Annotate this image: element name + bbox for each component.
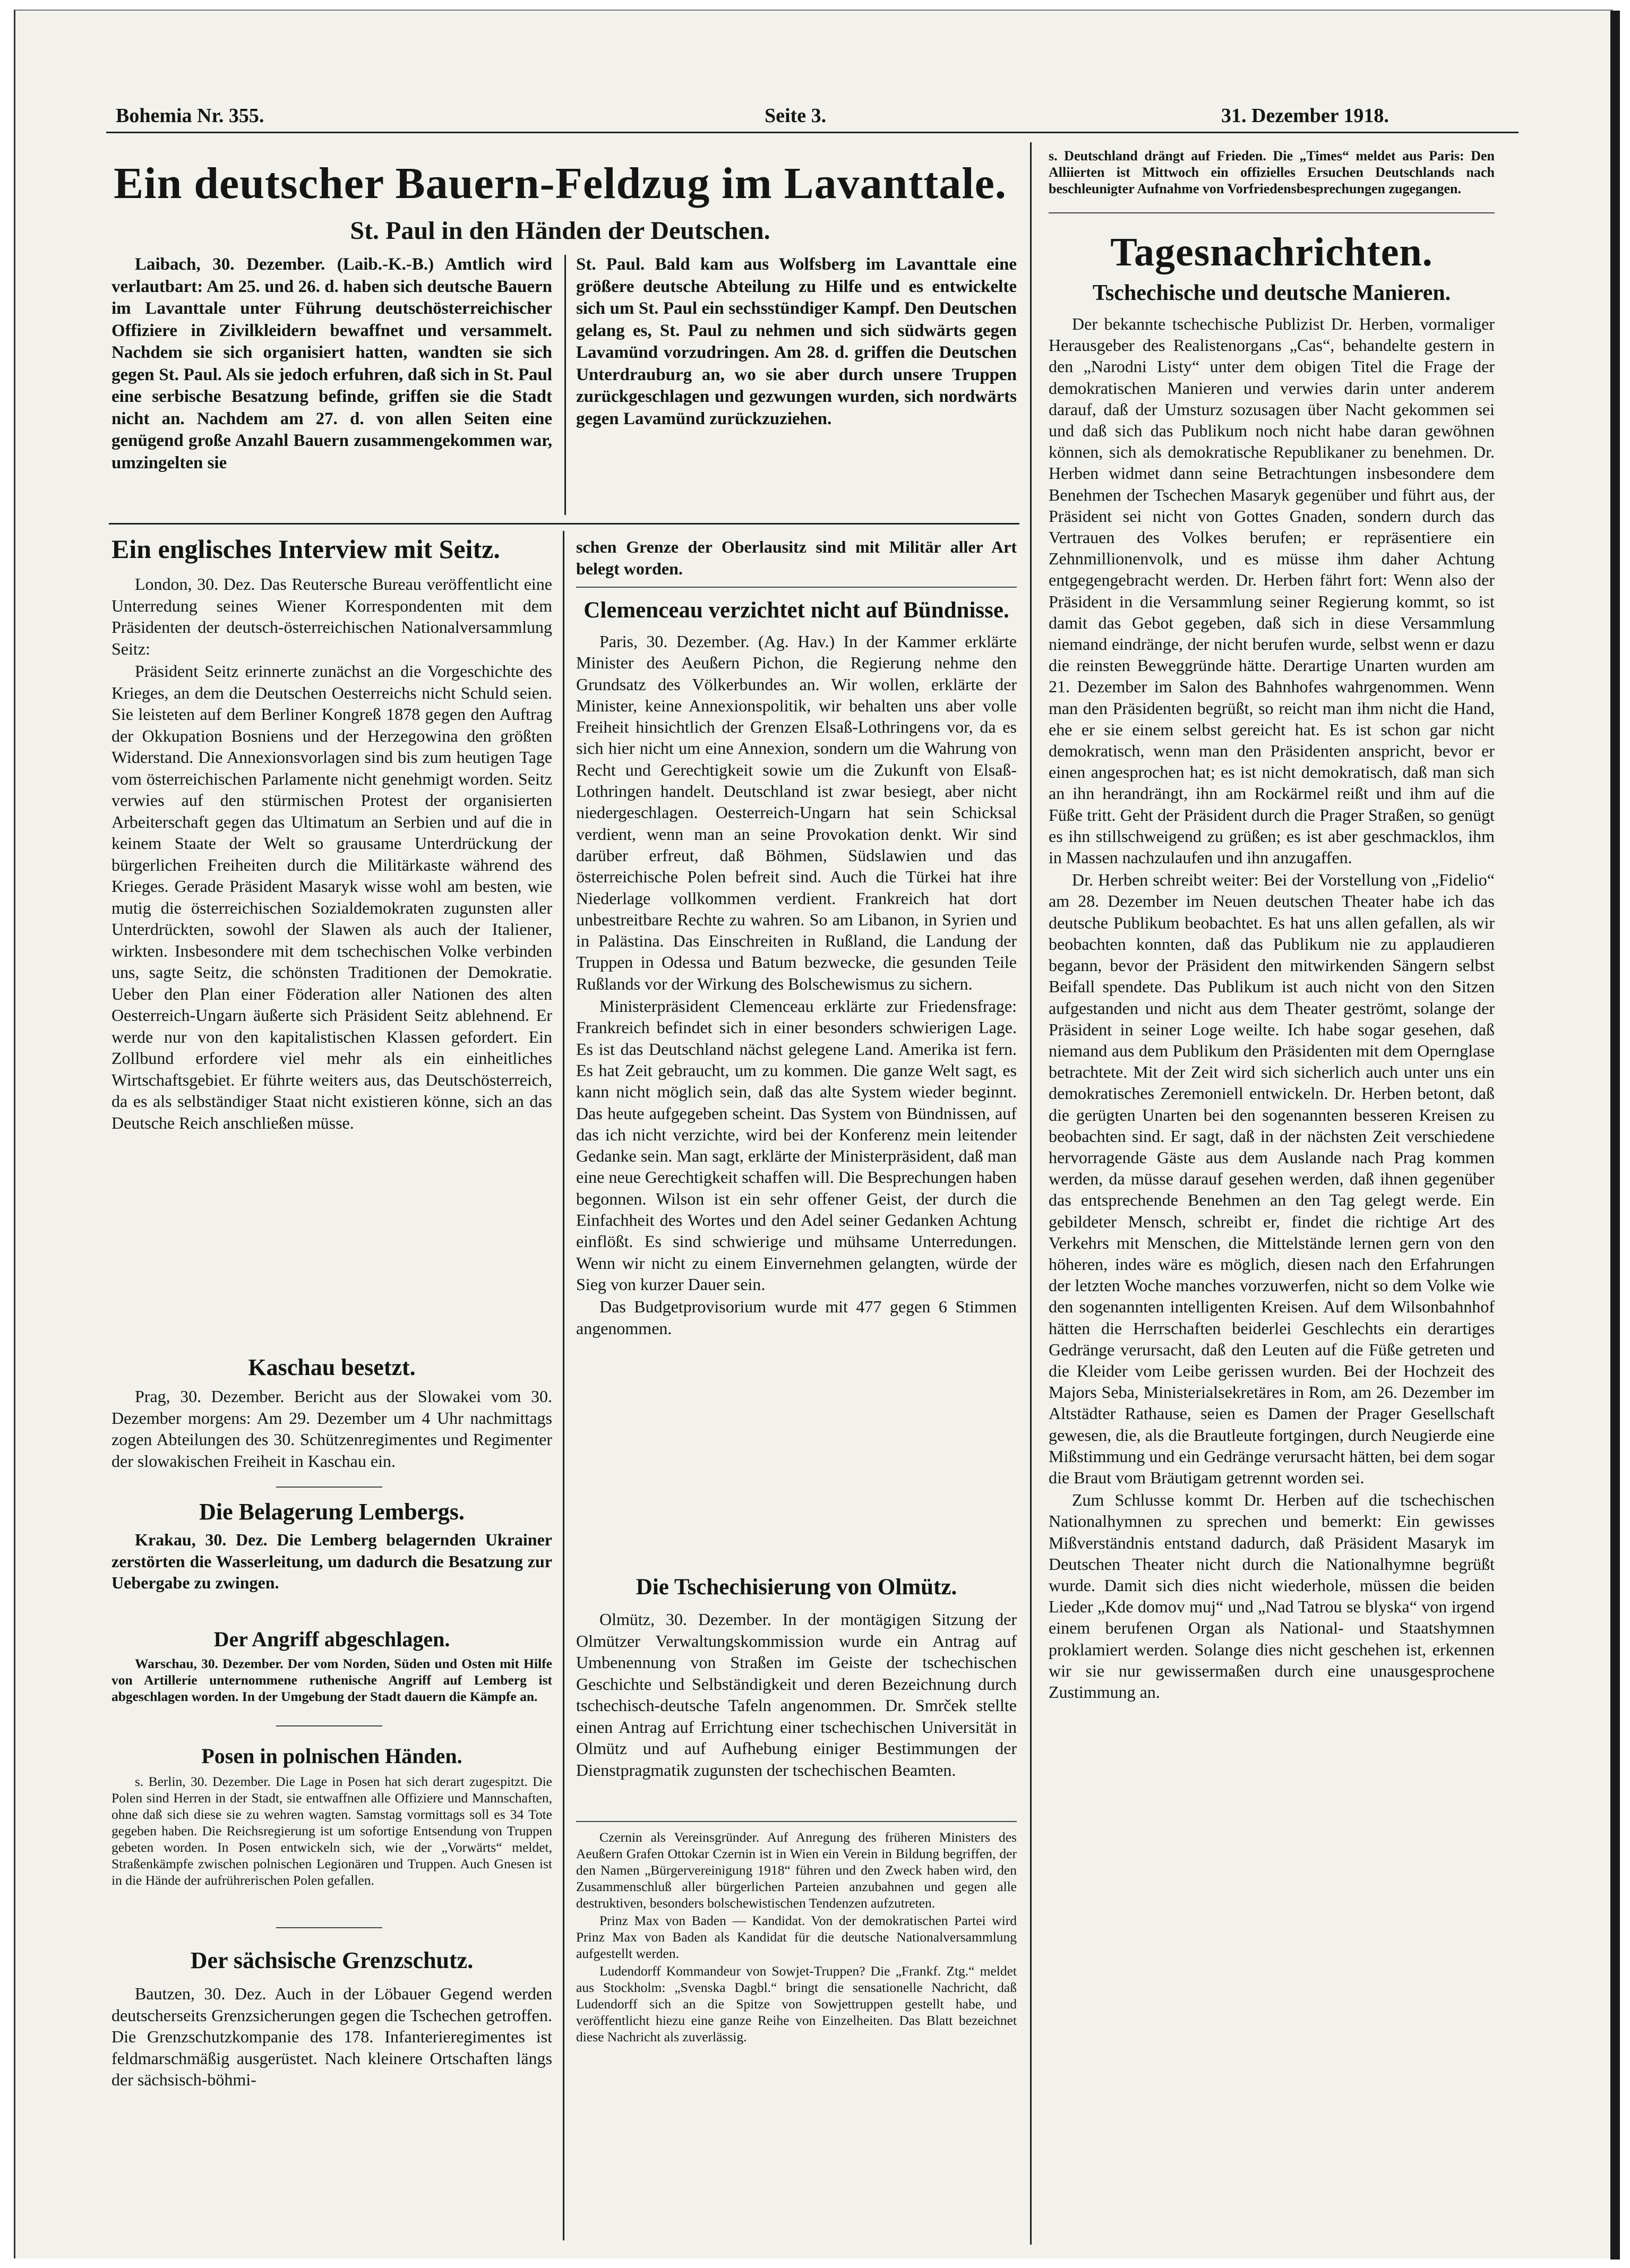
top-story-column-2 [576, 254, 1017, 430]
divider [276, 1927, 382, 1928]
kaschau-title: Kaschau besetzt. [248, 1354, 416, 1380]
article-paragraph: s. Berlin, 30. Dezember. Die Lage in Posen hat sich derart zugespitzt. Die Polen sind Herren in der Stadt, sie entwaffnen alle Offiziere und Mannschaften, ohne daß sich diese sie zu wehren wagten. Samstag vormittags soll es 34 Tote gegeben haben. Die Reichsregierung ist um sofortige Entsendung von Truppen gebeten worden. In Posen entwickeln sich, wie der „Vorwärts“ meldet, Straßenkämpfe zwischen polnischen Legionären und Truppen. Auch Gnesen ist in die Hände der aufrührerischen Polen gefallen. [111, 1774, 552, 1888]
article-paragraph: Paris, 30. Dezember. (Ag. Hav.) In der Kammer erklärte Minister des Aeußern Pichon, die Regierung nehme den Grundsatz des Völkerbundes an. Wir wollen, erklärte der Minister, keine Annexionspolitik, wir behalten uns aber volle Freiheit hinsichtlich der Grenzen Elsaß-Lothringens vor, da es sich hier nicht um eine Annexion, sondern um die Wahrung von Recht und Gerechtigkeit sowie um die Zukunft von Elsaß-Lothringen handelt. Deutschland ist zwar besiegt, aber nicht niedergeschlagen. Oesterreich-Ungarn hat sein Schicksal verdient, wenn man an seine Provokation denkt. Wir sind darüber erfreut, daß Böhmen, Südslawien und das österreichische Polen befreit sind. Auch die Türkei hat ihre Niederlage vollkommen verdient. Frankreich hat dort unbestreitbare Rechte zu wahren. So am Libanon, in Syrien und in Palästina. Das Einschreiten in Rußland, die Landung der Truppen in Odessa und Batum bezwecke, die gesunden Teile Rußlands vor der Wirkung des Bolschewismus zu sichern. [576, 632, 1017, 993]
page-edge-shadow [1610, 11, 1620, 2260]
article-paragraph: Krakau, 30. Dez. Die Lemberg belagernden Ukrainer zerstörten die Wasserleitung, um dadurch die Besatzung zur Uebergabe zu zwingen. [111, 1530, 552, 1592]
short-item: Czernin als Vereinsgründer. Auf Anregung des früheren Ministers des Aeußern Grafen Ottokar Czernin ist in Wien ein Verein in Bildung begriffen, der den Namen „Bürgervereinigung 1918“ führen und den Zweck haben wird, den Zusammenschluß aller bürgerlichen Parteien anzubahnen und gegen alle destruktiven, besonders bolschewistischen Tendenzen aufzutreten. [576, 1829, 1017, 1911]
interview-title: Ein englisches Interview mit Seitz. [111, 534, 500, 564]
tagesnachrichten-title: Tagesnachrichten. [1110, 230, 1433, 274]
short-items [576, 1829, 1017, 2046]
olmuetz-article [576, 1609, 1017, 1782]
article-paragraph: London, 30. Dez. Das Reutersche Bureau veröffentlicht eine Unterredung seines Wiener Korrespondenten mit dem Präsidenten der deutsch-österreichischen Nationalversammlung Seitz: [111, 574, 552, 658]
top-story-subtitle: St. Paul in den Händen der Deutschen. [350, 217, 770, 245]
issue-date: 31. Dezember 1918. [1221, 105, 1389, 127]
top-story-title: Ein deutscher Bauern-Feldzug im Lavanttale. [114, 159, 1007, 208]
news-brief-deutschland: s. Deutschland drängt auf Frieden. Die „Times“ meldet aus Paris: Den Alliierten ist Mittwoch ein offizielles Ersuchen Deutschlands nach beschleunigter Aufnahme von Vorfriedensbesprechungen zugegangen. [1049, 148, 1495, 196]
section-rule [109, 523, 1019, 525]
clemenceau-title: Clemenceau verzichtet nicht auf Bündnisse. [584, 598, 1009, 623]
olmuetz-title: Die Tschechisierung von Olmütz. [636, 1575, 957, 1600]
lemberg-title: Die Belagerung Lembergs. [199, 1499, 465, 1525]
short-item: Ludendorff Kommandeur von Sowjet-Truppen? Die „Frankf. Ztg.“ meldet aus Stockholm: „Svenska Dagbl.“ bringt die sensationelle Nachricht, daß Ludendorff sich an die Spitze von Sowjettruppen gestellt habe, und veröffentlicht hiezu eine ganze Reihe von Einzelheiten. Das Blatt bezeichnet diese Nachricht als zuverlässig. [576, 1963, 1017, 2044]
article-paragraph: schen Grenze der Oberlausitz sind mit Militär aller Art belegt worden. [576, 537, 1017, 578]
grenzschutz-title: Der sächsische Grenzschutz. [190, 1947, 474, 1973]
masthead-issue: Bohemia Nr. 355. [116, 105, 264, 127]
article-paragraph: Olmütz, 30. Dezember. In der montägigen Sitzung der Olmützer Verwaltungskommission wurde ein Antrag auf Umbenennung von Straßen im Geiste der tschechischen Geschichte und Selbständigkeit und deren Bezeichnung durch tschechisch-deutsche Tafeln angenommen. Dr. Smrček stellte einen Antrag auf Errichtung einer tschechischen Universität in Olmütz und auf Aufhebung einiger Bestimmungen der Dienstpragmatik zugunsten der tschechischen Beamten. [576, 1610, 1017, 1780]
kaschau-article [111, 1386, 552, 1473]
article-paragraph: Zum Schlusse kommt Dr. Herben auf die tschechischen Nationalhymnen zu sprechen und bemerkt: Ein gewisses Mißverständnis entstand dadurch, daß Präsident Masaryk im Deutschen Theater nicht durch die Nationalhymne begrüßt wurde. Damit sich dies nicht wiederhole, müssen die beiden Lieder „Kde domov muj“ und „Nad Tatrou se blyska“ von irgend einem berufenen Organ als National- und Staatshymnen proklamiert werden. Solange dies nicht geschehen ist, erkennen wir sie nur gewissermaßen durch eine unausgesprochene Zustimmung an. [1049, 1490, 1495, 1702]
column-rule [563, 531, 564, 2240]
article-paragraph: Warschau, 30. Dezember. Der vom Norden, Süden und Osten mit Hilfe von Artillerie unternommene ruthenische Angriff auf Lemberg ist abgeschlagen worden. In der Umgebung der Stadt dauern die Kämpfe an. [111, 1656, 552, 1704]
header-rule [106, 132, 1519, 133]
tagesnachrichten-article [1049, 313, 1495, 1704]
posen-article [111, 1773, 552, 1889]
article-paragraph: Das Budgetprovisorium wurde mit 477 gegen 6 Stimmen angenommen. [576, 1297, 1017, 1338]
top-story-text-2: St. Paul. Bald kam aus Wolfsberg im Lavanttale eine größere deutsche Abteilung zu Hilfe und es entwickelte sich um St. Paul ein sechsstündiger Kampf. Den Deutschen gelang es, St. Paul zu nehmen und sich südwärts gegen Lavamünd vorzudringen. Am 28. d. griffen die Deutschen Unterdrauburg an, wo sie aber durch unsere Truppen zurückgeschlagen und gezwungen wurden, sich nordwärts gegen Lavamünd zurückzuziehen. [576, 255, 1017, 428]
lemberg-article [111, 1529, 552, 1595]
article-paragraph: Prag, 30. Dezember. Bericht aus der Slowakei vom 30. Dezember morgens: Am 29. Dezember um 4 Uhr nachmittags zogen Abteilungen des 30. Schützenregimentes und Regimenter der slowakischen Freiheit in Kaschau ein. [111, 1387, 552, 1471]
grenzschutz-article [111, 1983, 552, 2092]
article-paragraph: Präsident Seitz erinnerte zunächst an die Vorgeschichte des Krieges, an dem die Deutschen Oesterreichs nicht Schuld seien. Sie leisteten auf dem Berliner Kongreß 1878 gegen den Auftrag der Okkupation Bosniens und der Herzegowina den größten Widerstand. Die Annexionsvorlagen sind bis zum heutigen Tage vom österreichischen Parlamente nicht genehmigt worden. Seitz verwies auf den stürmischen Protest der organisierten Arbeiterschaft gegen das Ultimatum an Serbien und auf die in keinem Staate der Welt so grausame Unterdrückung der bürgerlichen Freiheiten durch die Militärkaste während des Krieges. Gerade Präsident Masaryk wisse wohl am besten, wie mutig die österreichischen Sozialdemokraten zugunsten aller Unterdrückten, sowohl der Slawen als auch der Italiener, wirkten. Insbesondere mit dem tschechischen Volke verbinden uns, sagte Seitz, die schönsten Traditionen der Demokratie. Ueber den Plan einer Föderation aller Nationen des alten Oesterreich-Ungarn äußerte sich Präsident Seitz ablehnend. Er werde nur von den kapitalistischen Klassen gefordert. Ein Zollbund erfordere viel mehr als ein einheitliches Wirtschaftsgebiet. Er führte weiters aus, das Deutschösterreich, da es als selbständiger Staat nicht existieren könne, sich an das Deutsche Reich anschließen müsse. [111, 662, 552, 1132]
article-paragraph: Bautzen, 30. Dez. Auch in der Löbauer Gegend werden deutscherseits Grenzsicherungen gegen die Tschechen getroffen. Die Grenzschutzkompanie des 178. Infanterieregimentes ist feldmarschmäßig ausgerüstet. Nach kleinere Ortschaften längs der sächsisch-böhmi- [111, 1984, 552, 2089]
divider [276, 1725, 382, 1726]
column-rule [564, 255, 566, 515]
top-story-text-1: Laibach, 30. Dezember. (Laib.-K.-B.) Amtlich wird verlautbart: Am 25. und 26. d. haben sich deutsche Bauern im Lavanttale unter Führung deutschösterreichischer Offiziere in Zivilkleidern bewaffnet und versammelt. Nachdem sie sich organisiert hatten, wandten sie sich gegen St. Paul. Als sie jedoch erfuhren, daß sich in St. Paul eine serbische Besatzung befinde, griffen sie die Stadt nicht an. Nachdem am 27. d. von allen Seiten eine genügend große Anzahl Bauern zusammengekommen war, umzingelten sie [111, 255, 552, 472]
section-rule [1049, 212, 1495, 213]
article-paragraph: Dr. Herben schreibt weiter: Bei der Vorstellung von „Fidelio“ am 28. Dezember im Neuen deutschen Theater habe ich das deutsche Publikum beobachtet. Es hat uns allen gefallen, als wir beobachten konnten, daß das Publikum nie zu applaudieren begann, bevor der Präsident den mitwirkenden Sängern selbst Beifall spendete. Das Publikum ist auch nicht von den Sitzen aufgestanden und nicht aus dem Theater geströmt, solange der Präsident in seiner Loge weilte. Ich habe sogar gesehen, daß niemand aus dem Publikum den Präsidenten mit dem Opernglase betrachtete. Mit der Zeit wird sich sicherlich auch unter uns ein demokratisches Zeremoniell entwickeln. Dr. Herben betont, daß die gerügten Unarten bei den sogenannten besseren Kreisen zu beobachten sind. Er sagt, daß in der nächsten Zeit verschiedene hervorragende Gäste aus dem Auslande nach Prag kommen werden, da müsse darauf gesehen werden, daß ihnen gegenüber das entsprechende Benehmen an den Tag gelegt werde. Ein gebildeter Mensch, schreibt er, findet die richtige Art des Verkehrs mit Menschen, die Mittelstände lernen gern von den höheren, indes wäre es möglich, diesen nach den Erfahrungen der letzten Woche manches vorzuwerfen, nicht so dem Volke wie den sogenannten intelligenten Kreisen. Auf dem Wilsonbahnhof hätten die Herrschaften beiderlei Geschlechts ein derartiges Gedränge verursacht, daß den Leuten auf die Füße getreten und die Kleider vom Leibe gerissen wurden. Bei der Hochzeit des Majors Seba, Ministerialsekretäres in Rom, am 26. Dezember im Altstädter Rathause, seien es Damen der Prager Gesellschaft gewesen, die, als die Brautleute fortgingen, durch Neugierde eine Mißstimmung und ein Gedränge verursacht hätten, bei dem sogar die Braut vom Bräutigam getrennt worden sei. [1049, 870, 1495, 1487]
grenzschutz-continuation [576, 536, 1017, 579]
interview-article [111, 573, 552, 1135]
tagesnachrichten-subtitle: Tschechische und deutsche Manieren. [1092, 281, 1451, 305]
article-paragraph: Ministerpräsident Clemenceau erklärte zur Friedensfrage: Frankreich befindet sich in einer besonders schwierigen Lage. Es ist das Deutschland nächst gelegene Land. Amerika ist fern. Es hat Zeit gebraucht, um zu kommen. Die ganze Welt sagt, es kann nicht möglich sein, daß das alte System wieder beginnt. Das heute aufgegeben scheint. Das System von Bündnissen, auf das ich nicht verzichte, wird bei der Konferenz mein leitender Gedanke sein. Man sagt, erklärte der Ministerpräsident, daß man eine neue Gerechtigkeit schaffen will. Die Besprechungen haben begonnen. Wilson ist ein sehr offener Geist, der durch die Einfachheit des Wortes und den Adel seiner Gedanken Achtung einflößt. Es sind schwierige und mühsame Unterredungen. Wenn wir nicht zu einem Einvernehmen gelangten, würde der Sieg von kurzer Dauer sein. [576, 996, 1017, 1294]
divider [276, 1487, 382, 1488]
section-rule [576, 587, 1017, 588]
clemenceau-article [576, 631, 1017, 1340]
section-rule [576, 1821, 1017, 1822]
angriff-title: Der Angriff abgeschlagen. [213, 1627, 450, 1651]
short-item: Prinz Max von Baden — Kandidat. Von der demokratischen Partei wird Prinz Max von Baden als Kandidat für die deutsche Nationalversammlung aufgestellt werden. [576, 1913, 1017, 1961]
article-paragraph: Der bekannte tschechische Publizist Dr. Herben, vormaliger Herausgeber des Realistenorgans „Cas“, behandelte gestern in den „Narodni Listy“ unter dem obigen Titel die Frage der demokratischen Manieren und verwies darin unter anderem darauf, daß der Umsturz sozusagen über Nacht gekommen sei und daß sich das Publikum noch nicht habe daran gewöhnen können, sich als demokratische Republikaner zu benehmen. Dr. Herben widmet dann seine Betrachtungen insbesondere dem Benehmen der Tschechen Masaryk gegenüber und führt aus, der Präsident sei nicht von Gottes Gnaden, sondern durch das Vertrauen des Volkes berufen; er repräsentiere ein Zehnmillionenvolk, und es müsse ihm daher Achtung entgegengebracht werden. Dr. Herben fährt fort: Wenn also der Präsident in die Versammlung seiner Regierung kommt, so ist damit das Gebot gegeben, daß sich in diese Versammlung niemand eindränge, der nicht berufen wurde, selbst wenn er dazu die reinsten Beweggründe hätte. Derartige Unarten wurden am 21. Dezember im Salon des Bahnhofes wahrgenommen. Wenn man den Präsidenten begrüßt, so reicht man ihm nicht die Hand, ehe er sie einem selbst gereicht hat. Es ist schon gar nicht demokratisch, wenn man den Präsidenten anspricht, bevor er einen angesprochen hat; es ist nicht demokratisch, daß man sich an ihn herandrängt, ihn am Rockärmel reißt und ihm auf die Füße tritt. Geht der Präsident durch die Prager Straßen, so genügt es ihn stillschweigend zu grüßen; es ist aber geschmacklos, ihm in Massen nachzulaufen und ihn anzugaffen. [1049, 314, 1495, 867]
posen-title: Posen in polnischen Händen. [201, 1744, 462, 1768]
angriff-article [111, 1655, 552, 1706]
page-number: Seite 3. [765, 105, 827, 127]
top-story-column-1 [111, 254, 552, 475]
column-rule [1030, 142, 1032, 2245]
